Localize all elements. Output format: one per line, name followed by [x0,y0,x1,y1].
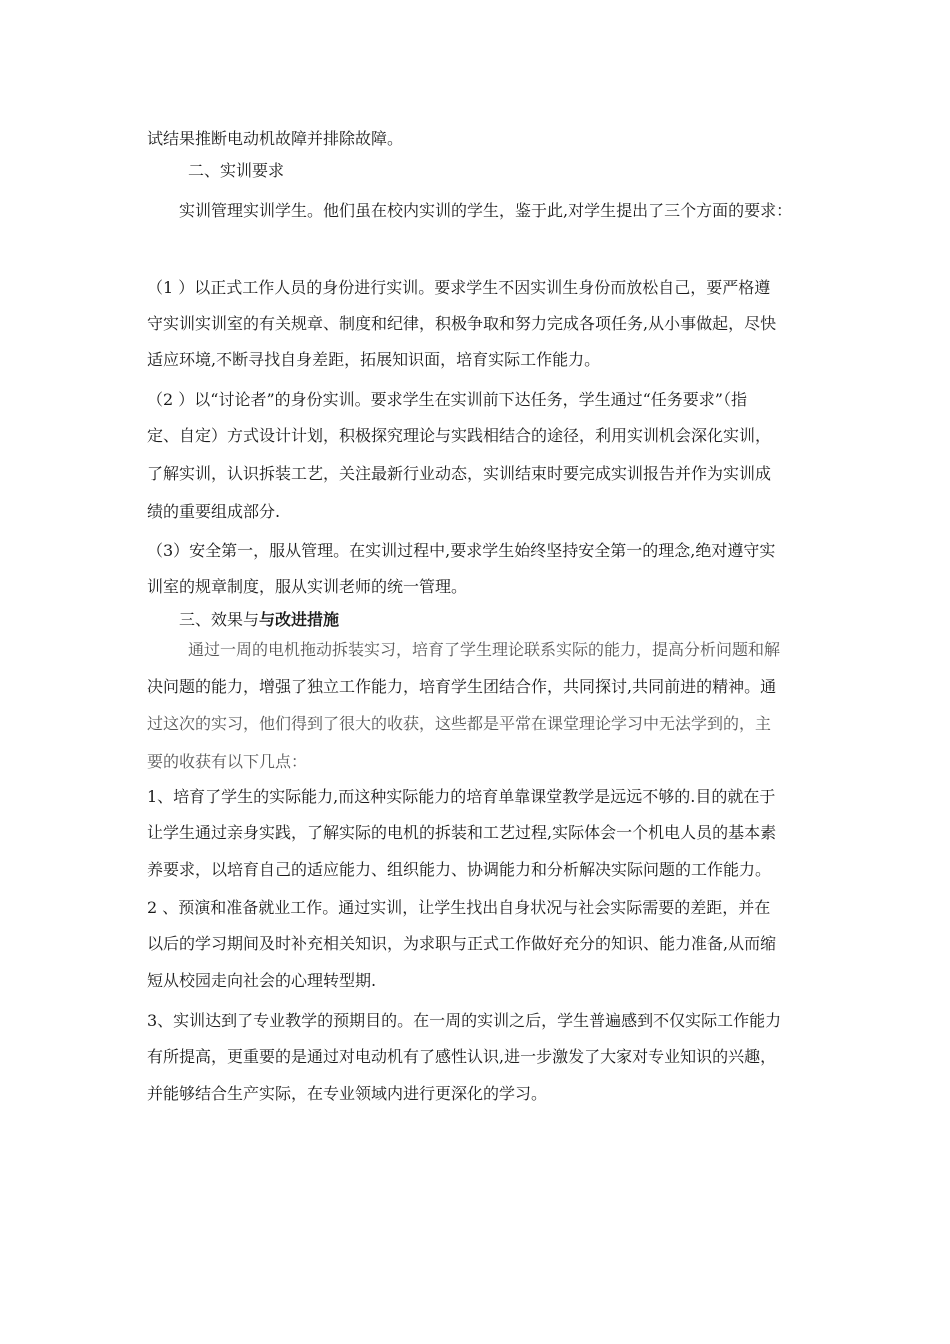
gain-2-line-2: 以后的学习期间及时补充相关知识，为求职与正式工作做好充分的知识、能力准备,从而缩 [147,934,777,953]
intro-line: 试结果推断电动机故障并排除故障。 [147,129,404,148]
requirement-2-line-1: （2 ）以“讨论者”的身份实训。要求学生在实训前下达任务，学生通过“任务要求”（指 [147,390,747,409]
requirement-2-line-3: 了解实训，认识拆装工艺，关注最新行业动态，实训结束时要完成实训报告并作为实训成 [147,464,772,483]
gain-1-line-3: 养要求，以培育自己的适应能力、组织能力、协调能力和分析解决实际问题的工作能力。 [147,860,772,879]
section3-paragraph-line-2: 决问题的能力，增强了独立工作能力，培育学生团结合作，共同探讨,共同前进的精神。通 [147,677,777,696]
requirement-1-line-1: （1 ）以正式工作人员的身份进行实训。要求学生不因实训生身份而放松自己，要严格遵 [147,278,771,297]
requirement-2-line-2: 定、自定）方式设计计划，积极探究理论与实践相结合的途径，利用实训机会深化实训， [147,426,772,445]
gain-1-line-1: 1、培育了学生的实际能力,而这种实际能力的培育单靠课堂教学是远远不够的.目的就在于 [147,787,776,806]
requirement-2-line-4: 绩的重要组成部分. [147,502,281,521]
section3-paragraph-line-1: 通过一周的电机拖动拆装实习，培育了学生理论联系实际的能力，提高分析问题和解 [188,640,781,659]
section2-intro: 实训管理实训学生。他们虽在校内实训的学生，鉴于此,对学生提出了三个方面的要求： [179,201,793,220]
requirement-1-line-2: 守实训实训室的有关规章、制度和纪律，积极争取和努力完成各项任务,从小事做起，尽快 [147,314,777,333]
section3-paragraph-line-4: 要的收获有以下几点： [147,752,308,771]
section2-heading: 二、实训要求 [188,161,285,180]
section3-heading [179,610,339,630]
gain-1-line-2: 让学生通过亲身实践，了解实际的电机的拆装和工艺过程,实际体会一个机电人员的基本素 [147,823,777,842]
gain-2-line-1: 2 、预演和准备就业工作。通过实训，让学生找出自身状况与社会实际需要的差距，并在 [147,898,771,917]
gain-3-line-2: 有所提高，更重要的是通过对电动机有了感性认识,进一步激发了大家对专业知识的兴趣， [147,1047,777,1066]
requirement-3-line-2: 训室的规章制度，服从实训老师的统一管理。 [147,577,468,596]
gain-2-line-3: 短从校园走向社会的心理转型期. [147,971,377,990]
section3-heading-prefix: 三、效果与 [179,610,260,629]
section3-paragraph-line-3: 过这次的实习，他们得到了很大的收获，这些都是平常在课堂理论学习中无法学到的，主 [147,714,772,733]
requirement-3-line-1: （3）安全第一，服从管理。在实训过程中,要求学生始终坚持安全第一的理念,绝对遵守实 [147,541,776,560]
requirement-1-line-3: 适应环境,不断寻找自身差距，拓展知识面，培育实际工作能力。 [147,350,601,369]
gain-3-line-1: 3、实训达到了专业教学的预期目的。在一周的实训之后，学生普遍感到不仅实际工作能力 [147,1011,782,1030]
gain-3-line-3: 并能够结合生产实际，在专业领域内进行更深化的学习。 [147,1084,548,1103]
section3-heading-bold: 与改进措施 [259,610,340,629]
